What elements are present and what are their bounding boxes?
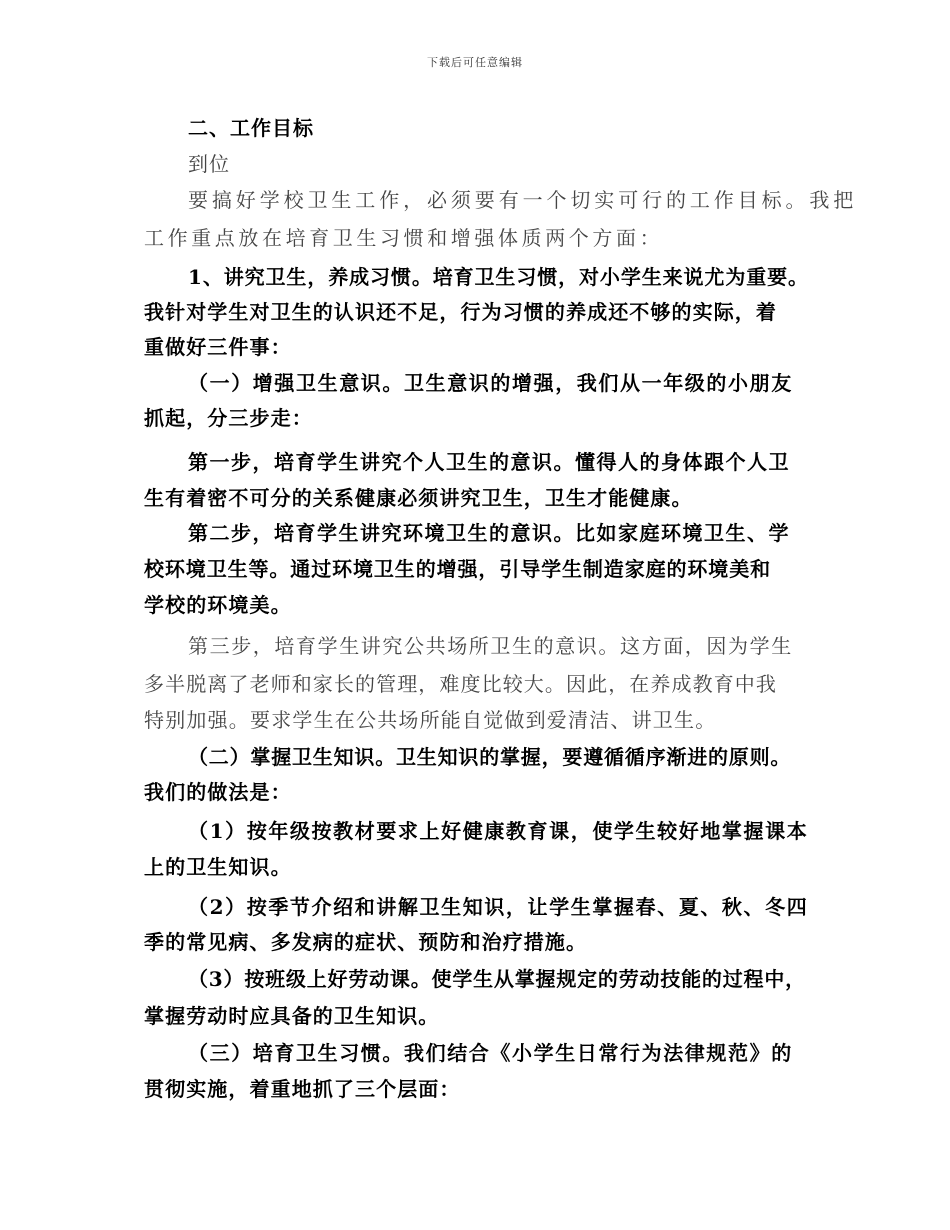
text-line: 校环境卫生等。通过环境卫生的增强，引导学生制造家庭的环境美和 bbox=[144, 557, 771, 581]
text-line: 掌握劳动时应具备的卫生知识。 bbox=[144, 1004, 440, 1028]
text-line: 我们的做法是： bbox=[144, 780, 292, 804]
text-line: 第三步，培育学生讲究公共场所卫生的意识。这方面，因为学生 bbox=[188, 634, 793, 658]
text-line: 工作重点放在培育卫生习惯和增强体质两个方面： bbox=[144, 226, 664, 250]
page-header: 下载后可任意编辑 bbox=[427, 56, 523, 69]
text-line: （2）按季节介绍和讲解卫生知识，让学生掌握春、夏、秋、冬四 bbox=[188, 895, 809, 919]
text-line: 要搞好学校卫生工作，必须要有一个切实可行的工作目标。我把 bbox=[188, 188, 858, 212]
section-heading: 二、工作目标 bbox=[188, 116, 314, 140]
text-line: 到位 bbox=[188, 152, 230, 176]
text-line: 多半脱离了老师和家长的管理，难度比较大。因此，在养成教育中我 bbox=[144, 672, 777, 696]
text-line: 抓起，分三步走： bbox=[144, 406, 313, 430]
text-line: 第一步，培育学生讲究个人卫生的意识。懂得人的身体跟个人卫 bbox=[188, 450, 790, 474]
text-line: （一）增强卫生意识。卫生意识的增强，我们从一年级的小朋友 bbox=[188, 371, 793, 395]
text-line: 1、讲究卫生，养成习惯。培育卫生习惯，对小学生来说尤为重要。 bbox=[188, 265, 809, 289]
text-line: 贯彻实施，着重地抓了三个层面： bbox=[144, 1077, 461, 1101]
text-line: 第二步，培育学生讲究环境卫生的意识。比如家庭环境卫生、学 bbox=[188, 521, 790, 545]
text-line: （三）培育卫生习惯。我们结合《小学生日常行为法律规范》的 bbox=[188, 1041, 793, 1065]
text-line: 重做好三件事： bbox=[144, 335, 292, 359]
text-line: （3）按班级上好劳动课。使学生从掌握规定的劳动技能的过程中， bbox=[188, 967, 806, 991]
text-line: 我针对学生对卫生的认识还不足，行为习惯的养成还不够的实际，着 bbox=[144, 300, 777, 324]
text-line: 特别加强。要求学生在公共场所能自觉做到爱清洁、讲卫生。 bbox=[144, 708, 717, 732]
text-line: 上的卫生知识。 bbox=[144, 855, 292, 879]
text-line: 季的常见病、多发病的症状、预防和治疗措施。 bbox=[144, 930, 588, 954]
text-line: 生有着密不可分的关系健康必须讲究卫生，卫生才能健康。 bbox=[144, 486, 693, 510]
text-line: （1）按年级按教材要求上好健康教育课，使学生较好地掌握课本 bbox=[188, 819, 809, 843]
text-line: 学校的环境美。 bbox=[144, 593, 292, 617]
text-line: （二）掌握卫生知识。卫生知识的掌握，要遵循循序渐进的原则。 bbox=[188, 745, 792, 769]
